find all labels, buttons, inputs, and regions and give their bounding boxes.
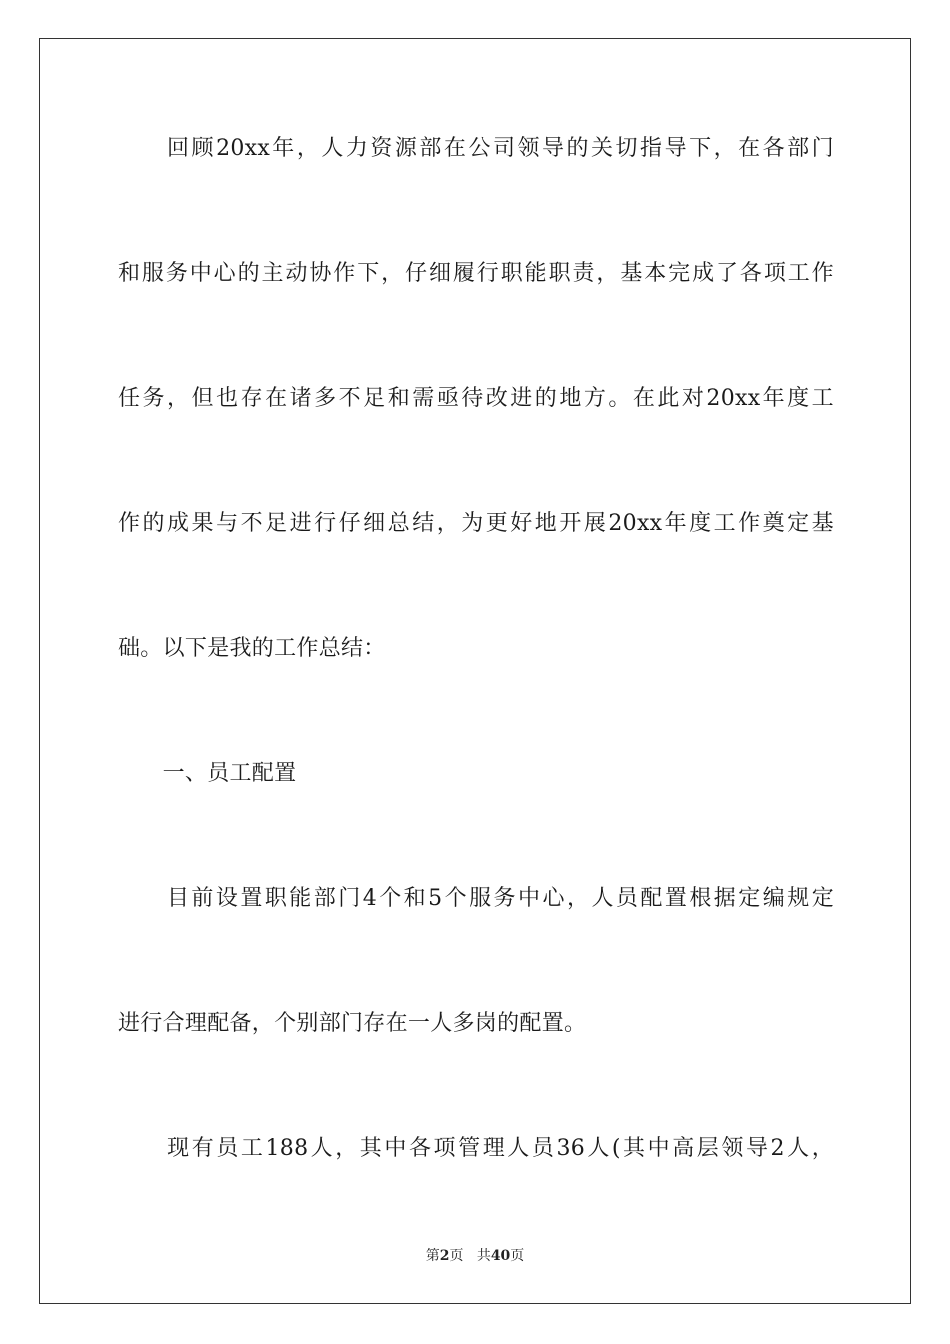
- page-border: [39, 38, 911, 1304]
- body-text-line: 础。以下是我的工作总结：: [118, 636, 386, 661]
- total-unit: 页: [510, 1248, 525, 1264]
- section-heading: 一、员工配置: [118, 761, 297, 786]
- body-text-line: 进行合理配备，个别部门存在一人多岗的配置。: [118, 1011, 587, 1036]
- total-prefix: 共: [476, 1248, 491, 1264]
- body-text-line: 现有员工188人，其中各项管理人员36人(其中高层领导2人，: [118, 1136, 834, 1161]
- body-text-line: 任务，但也存在诸多不足和需亟待改进的地方。在此对20xx年度工: [118, 386, 834, 411]
- page-total: 40: [490, 1248, 511, 1264]
- page-prefix: 第: [425, 1248, 440, 1264]
- body-text-line: 回顾20xx年，人力资源部在公司领导的关切指导下，在各部门: [118, 136, 834, 161]
- body-text-line: 和服务中心的主动协作下，仔细履行职能职责，基本完成了各项工作: [118, 261, 834, 286]
- page-unit: 页: [449, 1248, 464, 1264]
- page-footer: [0, 1246, 950, 1266]
- page-current: 2: [439, 1248, 450, 1264]
- body-text-line: 目前设置职能部门4个和5个服务中心，人员配置根据定编规定: [118, 886, 834, 911]
- body-text-line: 作的成果与不足进行仔细总结，为更好地开展20xx年度工作奠定基: [118, 511, 834, 536]
